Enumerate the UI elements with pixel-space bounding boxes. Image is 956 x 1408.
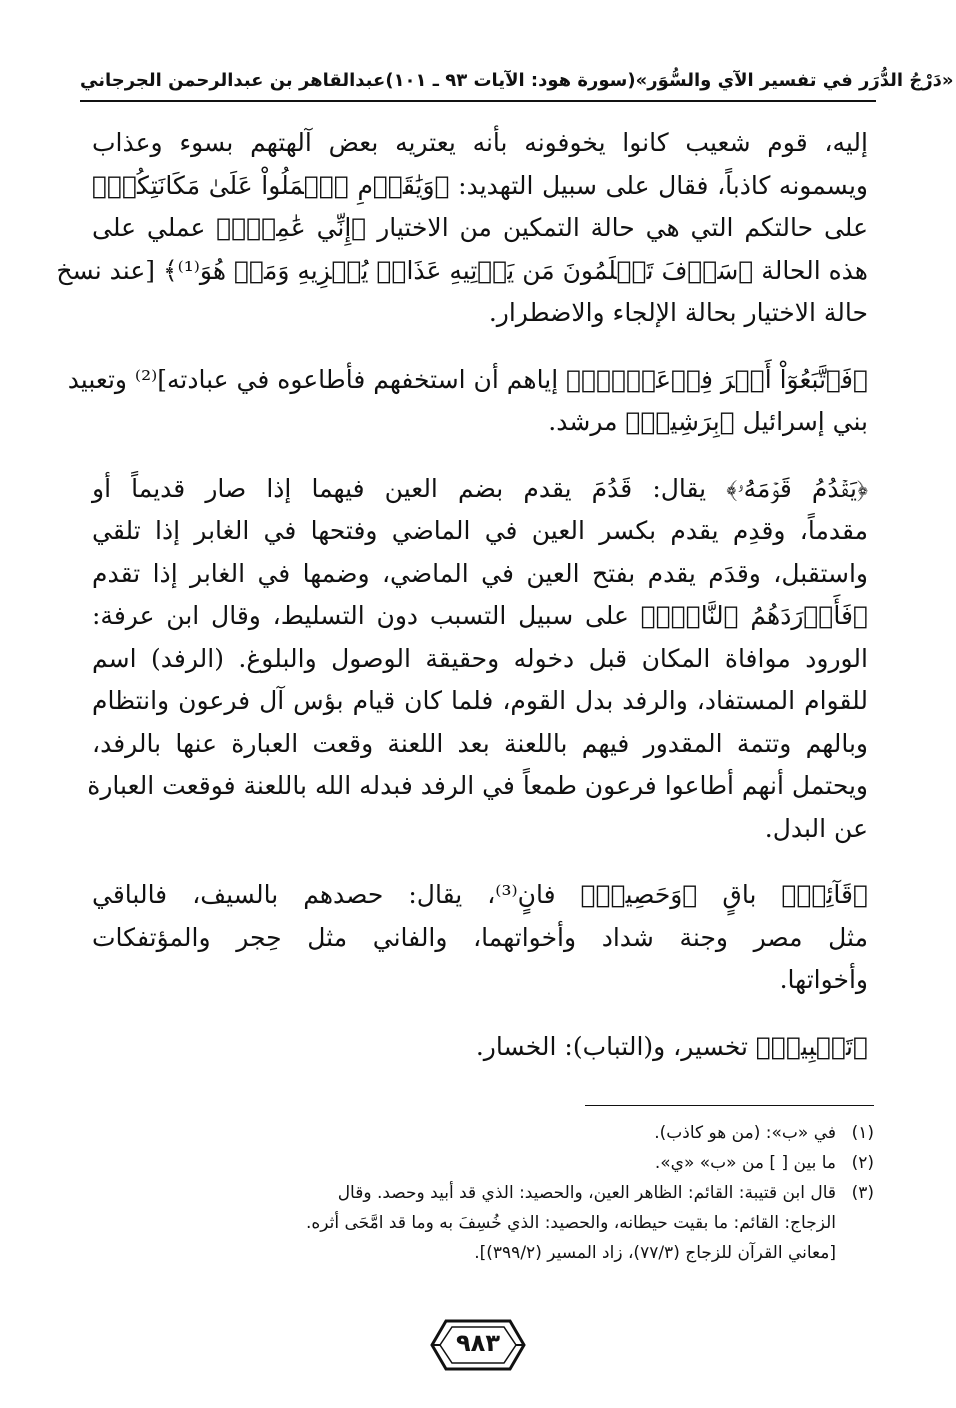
footnote-text: في «ب»: (من هو كاذب). bbox=[654, 1123, 836, 1143]
text-line: ويسمونه كاذباً، فقال على سبيل التهديد: ﴿وَيَٰقَوۡمِ ٱعۡمَلُواْ عَلَىٰ مَكَانَتِكُمۡ﴾ bbox=[92, 170, 868, 200]
text-line: ويحتمل أنهم أطاعوا فرعون طمعاً في الرفد فبدله الله باللعنة فوقعت العبارة bbox=[87, 771, 868, 800]
page-number-badge bbox=[428, 1317, 528, 1373]
main-text bbox=[56, 122, 868, 1092]
footnote-text: ما بين [ ] من «ب» «ي». bbox=[654, 1153, 836, 1173]
text-line: الورود موافاة المكان قبل دخوله وحقيقة الوصول والبلوغ. (الرفد) اسم bbox=[92, 643, 868, 673]
text-line: هذه الحالة ﴿سَوۡفَ تَعۡلَمُونَ مَن يَأۡتِيهِ عَذَابٞ يُخۡزِيهِ وَمَنۡ هُوَ⁽¹⁾﴾ [عند نسخ bbox=[56, 255, 868, 285]
text-line: ﴿يَقۡدُمُ قَوۡمَهُۥ﴾ يقال: قَدُمَ يقدم بضم العين فيهما إذا صار قديماً أو bbox=[92, 473, 868, 503]
text-line: ﴿فَٱتَّبَعُوٓاْ أَمۡرَ فِرۡعَوۡنَۖ﴾ إياهم أن استخفهم فأطاعوه في عبادته]⁽²⁾ وتعبيد bbox=[67, 364, 868, 394]
text-line: للقوام المستفاد، والرفد بدل القوم، فلما كان قيام بؤس آل فرعون وانتظام bbox=[92, 686, 868, 715]
header-book-title: «دَرْجُ الدُّرَر في تفسير الآي والسُّوَر» bbox=[635, 69, 954, 91]
running-header bbox=[80, 62, 954, 98]
text-line: وأخواتها. bbox=[779, 965, 868, 994]
footnote-divider bbox=[585, 1105, 874, 1106]
paragraph bbox=[92, 874, 868, 1002]
text-line: واستقبل، وقدَم يقدم بفتح العين في الماضي، وضمها في الغابر إذا تقدم bbox=[92, 558, 868, 588]
footnote bbox=[82, 1148, 874, 1178]
text-line: على حالتكم التي هي حالة التمكين من الاختيار ﴿إِنِّي عَٰمِلٞۖ﴾ عملي على bbox=[92, 213, 868, 242]
text-line: حالة الاختيار بحالة الإلجاء والاضطرار. bbox=[488, 298, 868, 327]
header-author: عبدالقاهر بن عبدالرحمن الجرجاني bbox=[80, 69, 386, 91]
paragraph bbox=[56, 122, 868, 335]
footnotes bbox=[82, 1118, 874, 1268]
text-line: بني إسرائيل ﴿بِرَشِيدٖ﴾ مرشد. bbox=[548, 407, 868, 436]
paragraph bbox=[67, 359, 868, 444]
text-line: عن البدل. bbox=[764, 813, 868, 843]
text-line: ﴿قَآئِمٞ﴾ باقٍ ﴿وَحَصِيدٞ﴾ فانٍ⁽³⁾، يقال: حصدهم بالسيف، فالباقي bbox=[92, 880, 868, 909]
footnote bbox=[82, 1178, 874, 1208]
text-line: مقدماً، وقدِم يقدم بكسر العين في الماضي وفتحها في الغابر إذا تلقي bbox=[92, 516, 868, 545]
header-divider bbox=[80, 100, 876, 102]
footnote bbox=[82, 1118, 874, 1148]
footnote-text: قال ابن قتيبة: القائم: الظاهر العين، والحصيد: الذي قد أبيد وحصد. وقال bbox=[337, 1183, 836, 1203]
paragraph bbox=[92, 1026, 868, 1069]
page-number: ٩٨٣ bbox=[456, 1329, 500, 1357]
text-line: مثل مصر وجنة شداد وأخواتهما، والفاني مثل حِجر والمؤتفكات bbox=[92, 922, 868, 952]
footnote-number: (١) bbox=[851, 1123, 874, 1143]
footnote-continuation: [معاني القرآن للزجاج (٧٧/٣)، زاد المسير (٣٩٩/٢)]. bbox=[474, 1243, 836, 1263]
text-line: إليه، قوم شعيب كانوا يخوفونه بأنه يعتريه بعض آلهتهم بسوء وعذاب bbox=[92, 128, 868, 157]
text-line: وبالهم وتتمة المقدور فيهم باللعنة بعد اللعنة وقعت العبارة عنها بالرفد، bbox=[92, 728, 868, 758]
header-surah-range: (سورة هود: الآيات ٩٣ ـ ١٠١) bbox=[385, 69, 636, 91]
paragraph bbox=[87, 468, 868, 851]
footnote-number: (٢) bbox=[851, 1153, 874, 1173]
footnote-continuation: الزجاج: القائم: ما بقيت حيطانه، والحصيد: الذي خُسِفَ به وما قد امَّحَى أثره. bbox=[305, 1213, 836, 1233]
footnote-number: (٣) bbox=[851, 1183, 874, 1203]
text-line: ﴿فَأَوۡرَدَهُمُ ٱلنَّارَۖ﴾ على سبيل التسبب دون التسليط، وقال ابن عرفة: bbox=[92, 601, 868, 630]
text-line: ﴿تَتۡبِيبٖ﴾ تخسير، و(التباب): الخسار. bbox=[475, 1031, 868, 1061]
